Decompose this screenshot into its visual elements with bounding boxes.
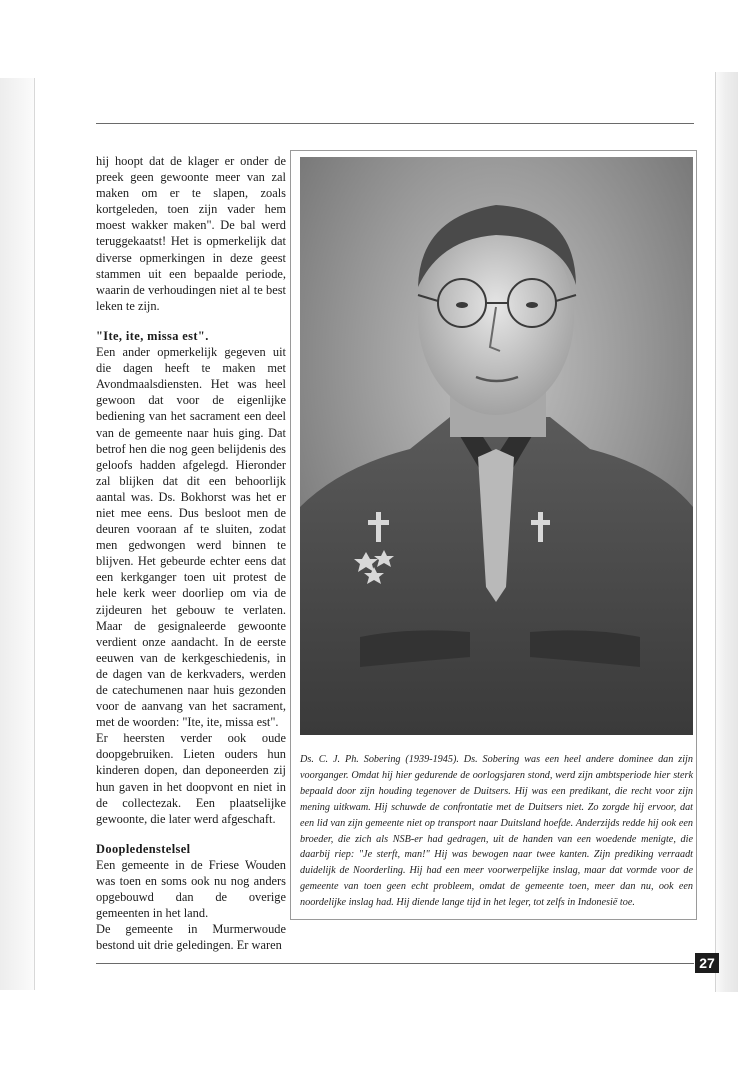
paragraph: Er heersten verder ook oude doopgebruiken. Lieten ouders hun kinderen dopen, dan deponeerden zij hun gaven in het doopvont en niet in de collectezak. Een plaatselijke gewoonte, die later werd afgeschaft. (96, 731, 286, 826)
paragraph: De gemeente in Murmerwoude bestond uit drie geledingen. Er waren (96, 922, 286, 953)
paragraph: Een ander opmerkelijk gegeven uit die dagen heeft te maken met Avondmaalsdiensten. Het was heel gewoon dat voor de eigenlijke bediening van het sacrament een deel van de gemeente naar huis ging. Dat betrof hen die nog geen belijdenis des geloofs hadden afgelegd. Hieronder zal blijken dat dit een behoorlijk aantal was. Ds. Bokhorst was het er niet mee eens. Dus besloot men de deuren vooraan af te sluiten, zodat men gedwongen werd binnen te blijven. Het gebeurde echter eens dat een kerkganger toen uit protest de hele kerk weer doorliep om via de zijdeuren het gebouw te verlaten. Maar de gesignaleerde gewoonte verdient onze aandacht. In de eerste eeuwen van de kerkgeschiedenis, in de dagen van de kerkvaders, werden de catechumenen naar huis gezonden voor de aanvang van het sacrament, met de woorden: "Ite, ite, missa est". (96, 345, 286, 730)
page-edge (715, 72, 738, 992)
section-heading-ite-missa-est: "Ite, ite, missa est". (96, 328, 209, 343)
photo-caption: Ds. C. J. Ph. Sobering (1939-1945). Ds. Sobering was een heel andere dominee dan zijn voorganger. Omdat hij hier gedurende de oorlogsjaren stond, werd zijn ambtsperiode hier sterk bepaald door zijn houding tegenover de Duitsers. Hij was een predikant, die recht voor zijn mening uitkwam. Hij schuwde de confrontatie met de Duitsers niet. Zo zorgde hij ervoor, dat een lid van zijn gemeente niet op transport naar Duitsland hoefde. Anderzijds redde hij ook een broeder, die zich als NSB-er had gedragen, uit de handen van een woedende menigte, die daarbij riep: "Je sterft, man!" Hij was bewogen naar twee kanten. Zijn prediking verraadt duidelijk de Noorderling. Hij had een meer voorwerpelijke inslag, maar dat vormde voor de gemeente van toen geen echt probleem, omdat de gemeente toen, meer dan nu, ook een noordelijke inslag had. Hij diende lange tijd in het leger, tot zelfs in Indonesië toe. (300, 754, 693, 909)
paragraph: hij hoopt dat de klager er onder de preek geen gewoonte meer van zal maken om er te slapen, zoals kortgeleden, toen zijn vader hem moest wakker maken". De bal werd teruggekaatst! Het is opmerkelijk dat diverse opmerkingen in deze geest stammen uit een bepaalde periode, waarin de verhoudingen niet al te best leken te zijn. (96, 154, 286, 313)
page-number: 27 (695, 953, 719, 973)
portrait-illustration (300, 157, 693, 735)
body-text-column (96, 153, 286, 954)
paragraph: Een gemeente in de Friese Wouden was toen en soms ook nu nog anders opgebouwd dan de overige gemeenten in het land. (96, 857, 286, 921)
book-spine-shadow (0, 78, 35, 990)
footer-rule (96, 963, 694, 964)
header-rule (96, 123, 694, 124)
section-heading-doopledenstelsel: Doopledenstelsel (96, 841, 191, 856)
portrait-photo (300, 157, 693, 735)
